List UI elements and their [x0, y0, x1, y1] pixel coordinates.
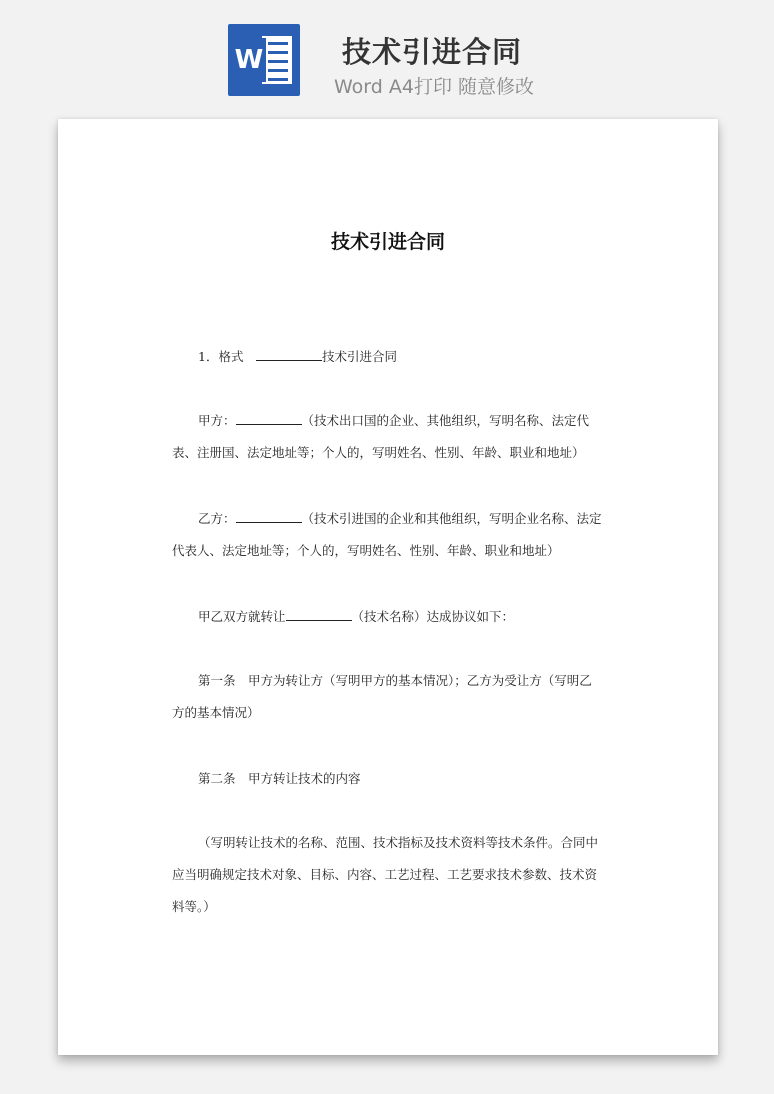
paragraph-party-b: [172, 503, 602, 567]
paragraph-text: （技术名称）达成协议如下：: [351, 609, 515, 624]
document-page: [58, 119, 718, 1055]
paragraph-text: 甲乙双方就转让: [198, 609, 286, 624]
page-header: [0, 0, 774, 110]
paragraph-article-2-detail: （写明转让技术的名称、范围、技术指标及技术资料等技术条件。合同中应当明确规定技术对象、目标、内容、工艺过程、工艺要求技术参数、技术资料等。）: [172, 835, 599, 914]
paragraph-text: （技术出口国的企业、其他组织，写明名称、法定代表、注册国、法定地址等；个人的，写明姓名、性别、年龄、职业和地址）: [172, 413, 590, 460]
paragraph-text: 乙方：: [198, 511, 236, 526]
document-title: 技术引进合同: [330, 231, 445, 253]
word-icon-letter: W: [232, 38, 266, 82]
word-icon: [228, 24, 300, 96]
paragraph-format: [172, 341, 602, 373]
document-page-icon: [262, 36, 292, 84]
paragraph-text: 甲方：: [198, 413, 236, 428]
header-subtitle: Word A4打印 随意修改: [333, 76, 534, 98]
fill-blank[interactable]: [236, 410, 302, 425]
paragraph-agreement: [172, 601, 602, 633]
paragraph-article-1: 第一条 甲方为转让方（写明甲方的基本情况）；乙方为受让方（写明乙方的基本情况）: [172, 673, 592, 720]
fill-blank[interactable]: [236, 508, 302, 523]
paragraph-text: （技术引进国的企业和其他组织，写明企业名称、法定代表人、法定地址等；个人的，写明姓名、性别、年龄、职业和地址）: [172, 511, 602, 558]
header-title: 技术引进合同: [341, 35, 522, 69]
fill-blank[interactable]: [286, 606, 352, 621]
paragraph-article-2: 第二条 甲方转让技术的内容: [198, 771, 361, 786]
paragraph-party-a: [172, 405, 602, 469]
paragraph-text: 1．格式: [198, 349, 256, 364]
paragraph-text: 技术引进合同: [321, 349, 397, 364]
fill-blank[interactable]: [256, 346, 322, 361]
